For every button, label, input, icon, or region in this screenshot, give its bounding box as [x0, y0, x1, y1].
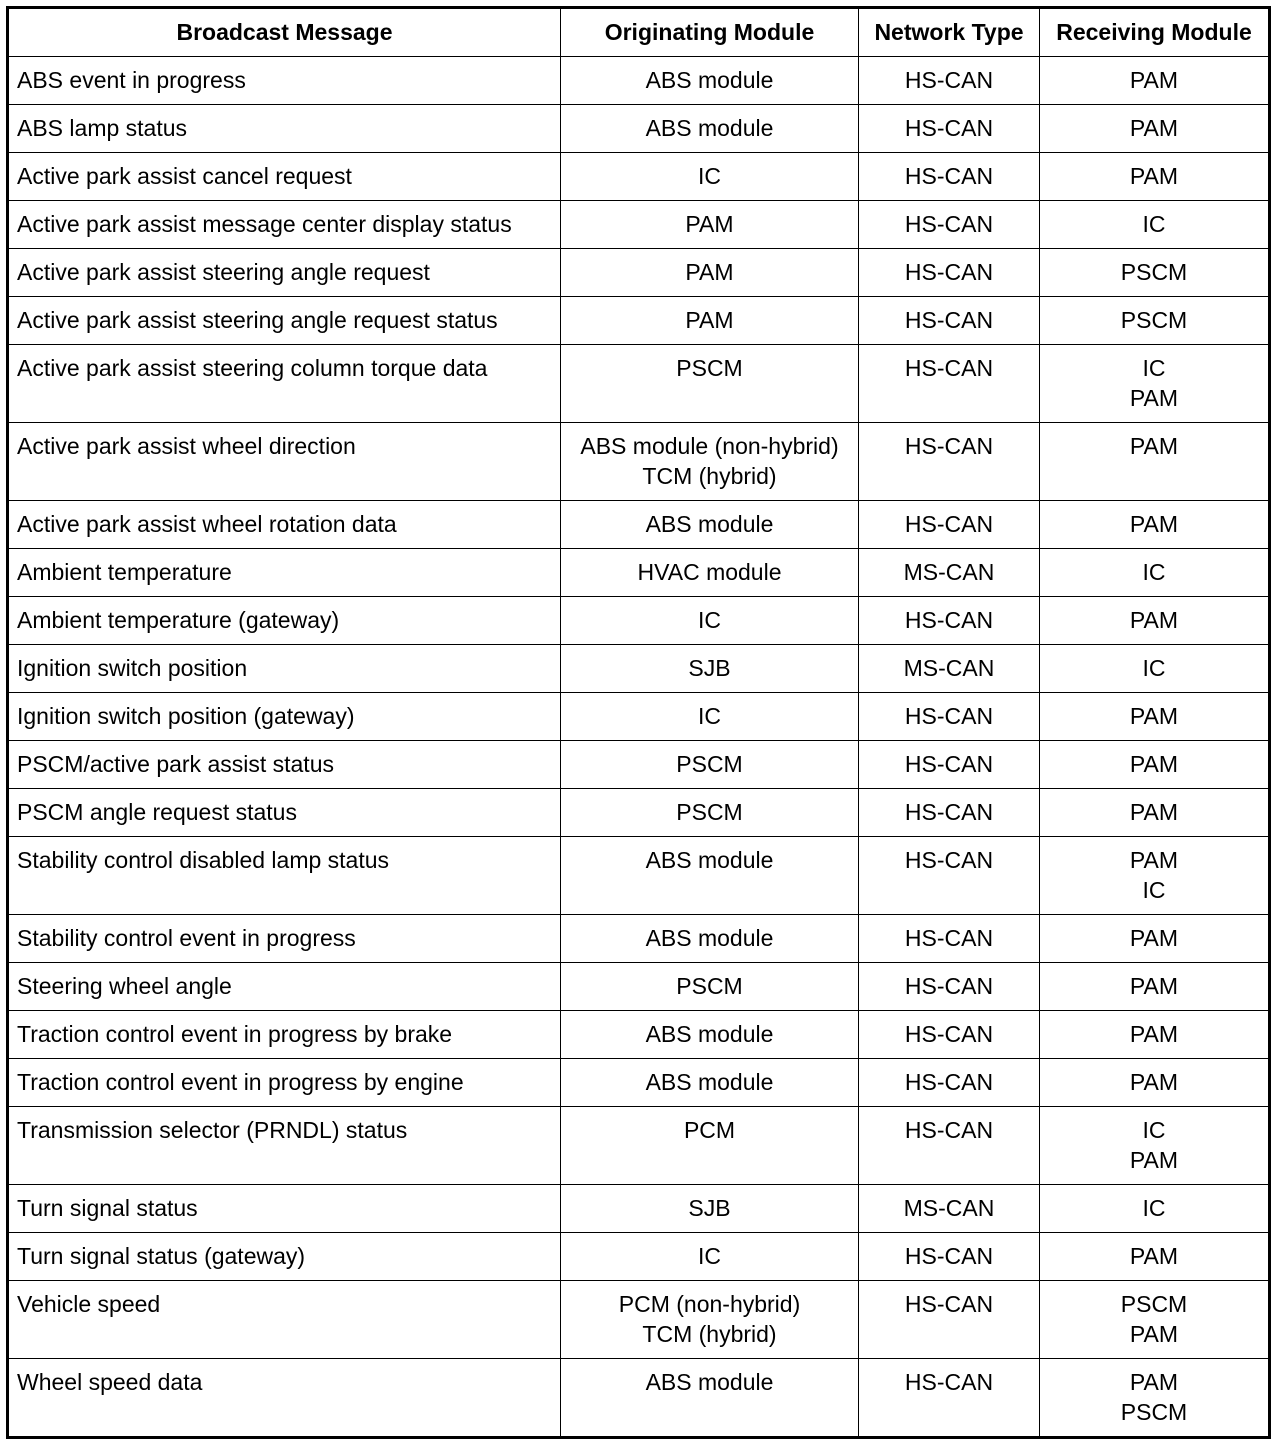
- originating-module-cell: [561, 693, 859, 741]
- network-type-cell: HS-CAN: [859, 837, 1040, 915]
- originating-module-cell: [561, 153, 859, 201]
- table-row: [8, 645, 1270, 693]
- originating-module-cell: [561, 249, 859, 297]
- receiving-module-cell: [1040, 1281, 1270, 1359]
- table-row: [8, 57, 1270, 105]
- receiving-module-line: IC: [1142, 211, 1166, 237]
- receiving-module-cell: [1040, 549, 1270, 597]
- table-row: [8, 1011, 1270, 1059]
- network-type-cell: HS-CAN: [859, 1107, 1040, 1185]
- receiving-module-cell: [1040, 1059, 1270, 1107]
- originating-module-line: IC: [698, 703, 721, 729]
- receiving-module-cell: [1040, 789, 1270, 837]
- table-row: [8, 501, 1270, 549]
- originating-module-line: PSCM: [676, 799, 743, 825]
- broadcast-message-cell: Steering wheel angle: [8, 963, 561, 1011]
- receiving-module-line: PAM: [1129, 973, 1179, 999]
- originating-module-cell: [561, 501, 859, 549]
- broadcast-message-cell: Transmission selector (PRNDL) status: [8, 1107, 561, 1185]
- receiving-module-cell: [1040, 1107, 1270, 1185]
- broadcast-message-cell: PSCM angle request status: [8, 789, 561, 837]
- originating-module-line: ABS module: [645, 847, 774, 873]
- broadcast-message-cell: Ignition switch position: [8, 645, 561, 693]
- receiving-module-cell: [1040, 297, 1270, 345]
- receiving-module-line: PAM: [1129, 1021, 1179, 1047]
- network-type-cell: HS-CAN: [859, 153, 1040, 201]
- table-row: [8, 153, 1270, 201]
- receiving-module-cell: [1040, 423, 1270, 501]
- broadcast-message-cell: Ambient temperature (gateway): [8, 597, 561, 645]
- receiving-module-line: PSCM: [1120, 1399, 1188, 1425]
- broadcast-message-cell: Ambient temperature: [8, 549, 561, 597]
- receiving-module-line: PAM: [1129, 1369, 1179, 1395]
- receiving-module-cell: [1040, 963, 1270, 1011]
- broadcast-message-cell: Active park assist wheel rotation data: [8, 501, 561, 549]
- originating-module-line: IC: [698, 163, 721, 189]
- originating-module-line: ABS module: [645, 67, 774, 93]
- originating-module-cell: [561, 1059, 859, 1107]
- table-row: [8, 915, 1270, 963]
- originating-module-cell: [561, 1011, 859, 1059]
- receiving-module-line: IC: [1142, 1195, 1166, 1221]
- receiving-module-line: PAM: [1129, 799, 1179, 825]
- table-row: [8, 789, 1270, 837]
- network-type-cell: HS-CAN: [859, 423, 1040, 501]
- network-type-cell: HS-CAN: [859, 501, 1040, 549]
- broadcast-message-cell: Turn signal status: [8, 1185, 561, 1233]
- receiving-module-line: PAM: [1129, 163, 1179, 189]
- network-type-cell: HS-CAN: [859, 297, 1040, 345]
- receiving-module-line: IC: [1142, 655, 1166, 681]
- originating-module-cell: [561, 1233, 859, 1281]
- originating-module-cell: [561, 297, 859, 345]
- receiving-module-line: PAM: [1129, 925, 1179, 951]
- receiving-module-cell: [1040, 105, 1270, 153]
- originating-module-line: PSCM: [676, 355, 743, 381]
- broadcast-message-cell: Wheel speed data: [8, 1359, 561, 1438]
- receiving-module-line: PAM: [1129, 847, 1179, 873]
- receiving-module-line: IC: [1142, 355, 1166, 381]
- broadcast-message-cell: Active park assist message center display status: [8, 201, 561, 249]
- receiving-module-cell: [1040, 1359, 1270, 1438]
- originating-module-line: TCM (hybrid): [642, 463, 777, 489]
- network-type-cell: HS-CAN: [859, 963, 1040, 1011]
- receiving-module-line: PAM: [1129, 511, 1179, 537]
- broadcast-message-cell: Stability control disabled lamp status: [8, 837, 561, 915]
- receiving-module-cell: [1040, 345, 1270, 423]
- network-type-cell: HS-CAN: [859, 789, 1040, 837]
- table-row: [8, 837, 1270, 915]
- receiving-module-cell: [1040, 57, 1270, 105]
- originating-module-line: ABS module (non-hybrid): [580, 433, 839, 459]
- header-originating-module: Originating Module: [561, 8, 859, 57]
- network-type-cell: MS-CAN: [859, 1185, 1040, 1233]
- network-type-cell: HS-CAN: [859, 249, 1040, 297]
- broadcast-message-cell: Active park assist steering angle request status: [8, 297, 561, 345]
- originating-module-cell: [561, 645, 859, 693]
- table-row: [8, 741, 1270, 789]
- originating-module-line: HVAC module: [637, 559, 782, 585]
- receiving-module-cell: [1040, 741, 1270, 789]
- originating-module-line: PCM (non-hybrid): [618, 1291, 801, 1317]
- table-header: [8, 8, 1270, 57]
- network-type-cell: HS-CAN: [859, 1059, 1040, 1107]
- receiving-module-cell: [1040, 153, 1270, 201]
- header-row: [8, 8, 1270, 57]
- network-type-cell: HS-CAN: [859, 741, 1040, 789]
- receiving-module-cell: [1040, 1011, 1270, 1059]
- originating-module-line: ABS module: [645, 1069, 774, 1095]
- originating-module-line: IC: [698, 1243, 721, 1269]
- broadcast-message-cell: Active park assist wheel direction: [8, 423, 561, 501]
- originating-module-line: ABS module: [645, 511, 774, 537]
- header-broadcast-message: Broadcast Message: [8, 8, 561, 57]
- originating-module-cell: [561, 1281, 859, 1359]
- table-row: [8, 963, 1270, 1011]
- table-row: [8, 1233, 1270, 1281]
- receiving-module-line: PAM: [1129, 703, 1179, 729]
- originating-module-line: PAM: [685, 307, 734, 333]
- originating-module-line: IC: [698, 607, 721, 633]
- receiving-module-line: PAM: [1129, 607, 1179, 633]
- broadcast-message-cell: Stability control event in progress: [8, 915, 561, 963]
- table-row: [8, 249, 1270, 297]
- network-type-cell: HS-CAN: [859, 693, 1040, 741]
- network-type-cell: HS-CAN: [859, 57, 1040, 105]
- originating-module-cell: [561, 57, 859, 105]
- originating-module-line: PAM: [685, 211, 734, 237]
- originating-module-line: ABS module: [645, 1021, 774, 1047]
- broadcast-message-cell: Active park assist cancel request: [8, 153, 561, 201]
- table-row: [8, 1059, 1270, 1107]
- broadcast-message-cell: ABS event in progress: [8, 57, 561, 105]
- network-type-cell: HS-CAN: [859, 1281, 1040, 1359]
- receiving-module-cell: [1040, 201, 1270, 249]
- table-row: [8, 693, 1270, 741]
- network-type-cell: HS-CAN: [859, 1359, 1040, 1438]
- receiving-module-cell: [1040, 1233, 1270, 1281]
- receiving-module-line: IC: [1142, 559, 1166, 585]
- table-row: [8, 105, 1270, 153]
- originating-module-cell: [561, 789, 859, 837]
- receiving-module-line: PSCM: [1120, 259, 1188, 285]
- receiving-module-line: PSCM: [1120, 1291, 1188, 1317]
- table-row: [8, 1281, 1270, 1359]
- broadcast-message-cell: Active park assist steering angle request: [8, 249, 561, 297]
- receiving-module-line: PAM: [1129, 67, 1179, 93]
- header-network-type: Network Type: [859, 8, 1040, 57]
- broadcast-message-table: [6, 6, 1271, 1439]
- receiving-module-line: PAM: [1129, 385, 1179, 411]
- receiving-module-cell: [1040, 249, 1270, 297]
- receiving-module-cell: [1040, 501, 1270, 549]
- receiving-module-line: PAM: [1129, 1147, 1179, 1173]
- originating-module-cell: [561, 201, 859, 249]
- receiving-module-line: PAM: [1129, 1069, 1179, 1095]
- broadcast-message-cell: Turn signal status (gateway): [8, 1233, 561, 1281]
- receiving-module-cell: [1040, 693, 1270, 741]
- network-type-cell: HS-CAN: [859, 105, 1040, 153]
- receiving-module-cell: [1040, 645, 1270, 693]
- originating-module-line: SJB: [688, 655, 731, 681]
- broadcast-message-cell: Vehicle speed: [8, 1281, 561, 1359]
- originating-module-line: PCM: [683, 1117, 736, 1143]
- receiving-module-line: PAM: [1129, 751, 1179, 777]
- table-row: [8, 597, 1270, 645]
- originating-module-line: PSCM: [676, 751, 743, 777]
- network-type-cell: HS-CAN: [859, 345, 1040, 423]
- receiving-module-line: IC: [1142, 1117, 1166, 1143]
- receiving-module-line: IC: [1142, 877, 1166, 903]
- header-receiving-module: Receiving Module: [1040, 8, 1270, 57]
- originating-module-cell: [561, 105, 859, 153]
- receiving-module-line: PAM: [1129, 1243, 1179, 1269]
- receiving-module-cell: [1040, 837, 1270, 915]
- network-type-cell: HS-CAN: [859, 1011, 1040, 1059]
- originating-module-cell: [561, 423, 859, 501]
- table-row: [8, 297, 1270, 345]
- network-type-cell: MS-CAN: [859, 645, 1040, 693]
- originating-module-line: ABS module: [645, 925, 774, 951]
- originating-module-cell: [561, 345, 859, 423]
- originating-module-line: PSCM: [676, 973, 743, 999]
- originating-module-line: ABS module: [645, 115, 774, 141]
- originating-module-cell: [561, 597, 859, 645]
- broadcast-message-cell: Traction control event in progress by engine: [8, 1059, 561, 1107]
- table-row: [8, 423, 1270, 501]
- network-type-cell: MS-CAN: [859, 549, 1040, 597]
- originating-module-line: SJB: [688, 1195, 731, 1221]
- table-body: [8, 57, 1270, 1438]
- receiving-module-line: PAM: [1129, 115, 1179, 141]
- table-row: [8, 549, 1270, 597]
- originating-module-cell: [561, 1107, 859, 1185]
- receiving-module-line: PAM: [1129, 433, 1179, 459]
- originating-module-cell: [561, 549, 859, 597]
- broadcast-message-cell: Active park assist steering column torque data: [8, 345, 561, 423]
- originating-module-line: TCM (hybrid): [642, 1321, 777, 1347]
- network-type-cell: HS-CAN: [859, 597, 1040, 645]
- broadcast-message-cell: Traction control event in progress by brake: [8, 1011, 561, 1059]
- broadcast-message-cell: ABS lamp status: [8, 105, 561, 153]
- originating-module-cell: [561, 1185, 859, 1233]
- receiving-module-line: PSCM: [1120, 307, 1188, 333]
- broadcast-message-cell: Ignition switch position (gateway): [8, 693, 561, 741]
- table-row: [8, 1359, 1270, 1438]
- table-row: [8, 1185, 1270, 1233]
- originating-module-cell: [561, 741, 859, 789]
- originating-module-cell: [561, 963, 859, 1011]
- table-row: [8, 345, 1270, 423]
- network-type-cell: HS-CAN: [859, 201, 1040, 249]
- table-row: [8, 201, 1270, 249]
- originating-module-line: PAM: [685, 259, 734, 285]
- originating-module-line: ABS module: [645, 1369, 774, 1395]
- originating-module-cell: [561, 837, 859, 915]
- table-row: [8, 1107, 1270, 1185]
- receiving-module-line: PAM: [1129, 1321, 1179, 1347]
- originating-module-cell: [561, 1359, 859, 1438]
- broadcast-message-cell: PSCM/active park assist status: [8, 741, 561, 789]
- receiving-module-cell: [1040, 597, 1270, 645]
- receiving-module-cell: [1040, 915, 1270, 963]
- network-type-cell: HS-CAN: [859, 915, 1040, 963]
- receiving-module-cell: [1040, 1185, 1270, 1233]
- network-type-cell: HS-CAN: [859, 1233, 1040, 1281]
- originating-module-cell: [561, 915, 859, 963]
